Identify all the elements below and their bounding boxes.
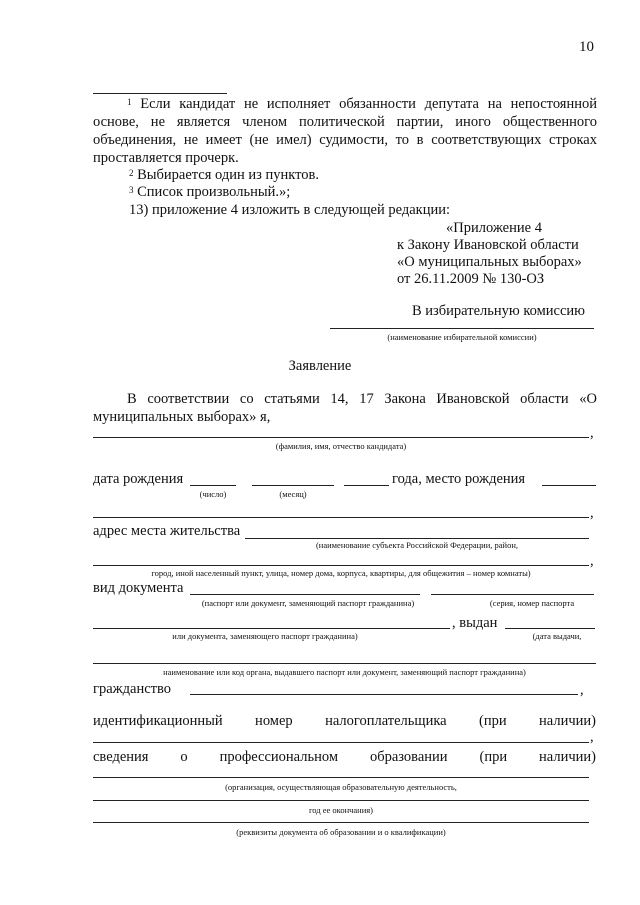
education-docs-line[interactable]	[93, 822, 589, 823]
footnote-2	[129, 166, 319, 184]
document-issue-date-line[interactable]	[505, 628, 595, 629]
education-docs-caption: (реквизиты документа об образовании и о квалификации)	[236, 827, 446, 837]
intro-line-1	[93, 390, 597, 408]
addressee: В избирательную комиссию	[412, 303, 586, 319]
address-line-1[interactable]	[245, 538, 589, 539]
appendix-line-2: к Закону Ивановской области	[397, 237, 579, 253]
inn-label: идентификационный номер налогоплательщика (при наличии)	[93, 713, 596, 729]
intro-line-2: муниципальных выборах» я,	[93, 409, 271, 425]
footnote-1-text-1: Если кандидат не исполняет обязанности депутата на непостоянной	[140, 96, 597, 112]
footnote-2-text: Выбирается один из пунктов.	[137, 167, 319, 183]
document-issue-date-caption: (дата выдачи,	[532, 631, 582, 641]
education-org-caption: (организация, осуществляющая образовательную деятельность,	[225, 782, 457, 792]
education-org-line[interactable]	[93, 777, 589, 778]
birth-day-line[interactable]	[190, 485, 236, 486]
document-series-caption-2: или документа, заменяющего паспорт гражданина)	[172, 631, 358, 641]
footnote-3	[129, 183, 290, 201]
citizenship-line[interactable]	[190, 694, 578, 695]
document-type-line[interactable]	[190, 594, 420, 595]
form-title: Заявление	[288, 358, 352, 374]
footnote-2-mark: 2	[129, 168, 134, 178]
birth-place-label: года, место рождения	[392, 471, 526, 487]
document-series-line[interactable]	[431, 594, 594, 595]
document-type-caption: (паспорт или документ, заменяющий паспорт гражданина)	[201, 598, 415, 608]
birth-day-caption: (число)	[199, 489, 227, 499]
education-year-line[interactable]	[93, 800, 589, 801]
document-label: вид документа	[93, 580, 184, 596]
appendix-line-1: «Приложение 4	[446, 220, 542, 236]
intro-line-1-text: В соответствии со статьями 14, 17 Закона Ивановской области «О	[127, 391, 597, 407]
footnote-3-mark: 3	[129, 185, 134, 195]
address-label: адрес места жительства	[93, 523, 241, 539]
commission-caption: (наименование избирательной комиссии)	[387, 332, 537, 342]
education-label: сведения о профессиональном образовании (при наличии)	[93, 749, 596, 765]
document-issued-label: , выдан	[452, 615, 498, 631]
inn-comma: ,	[590, 729, 594, 745]
document-issuer-caption: наименование или код органа, выдавшего паспорт или документ, заменяющий паспорт гражданина)	[163, 667, 526, 677]
fio-line[interactable]	[93, 437, 589, 438]
birth-place-line-2[interactable]	[93, 517, 589, 518]
commission-line[interactable]	[330, 328, 594, 329]
page-number: 10	[579, 39, 594, 55]
appendix-line-4: от 26.11.2009 № 130-ОЗ	[397, 271, 545, 287]
document-issuer-line[interactable]	[93, 663, 596, 664]
birth-label: дата рождения	[93, 471, 184, 487]
footnote-1-line-2: основе, не является членом политической партии, иного общественного	[93, 114, 597, 130]
footnote-1-mark: 1	[127, 97, 132, 107]
document-series-line-2[interactable]	[93, 628, 450, 629]
address-line-2[interactable]	[93, 565, 589, 566]
document-series-caption: (серия, номер паспорта	[489, 598, 575, 608]
fio-comma: ,	[590, 425, 594, 441]
education-year-caption: год ее окончания)	[308, 805, 374, 815]
citizenship-label: гражданство	[93, 681, 171, 697]
fio-caption: (фамилия, имя, отчество кандидата)	[275, 441, 407, 451]
address-caption-2: город, иной населенный пункт, улица, номер дома, корпуса, квартиры, для общежития – номер комнаты)	[151, 568, 531, 578]
birth-month-caption: (месяц)	[279, 489, 307, 499]
footnote-3-text: Список произвольный.»;	[137, 184, 291, 200]
birth-month-line[interactable]	[252, 485, 334, 486]
birth-place-comma: ,	[590, 505, 594, 521]
footnote-1-line-4: проставляется прочерк.	[93, 150, 239, 166]
birth-place-line[interactable]	[542, 485, 596, 486]
birth-year-line[interactable]	[344, 485, 389, 486]
address-comma: ,	[590, 553, 594, 569]
footnote-separator	[93, 93, 227, 94]
citizenship-comma: ,	[580, 682, 584, 698]
address-caption-1: (наименование субъекта Российской Федерации, район,	[315, 540, 519, 550]
inn-line[interactable]	[93, 742, 589, 743]
appendix-line-3: «О муниципальных выборах»	[397, 254, 582, 270]
footnote-1-line-1	[93, 95, 597, 113]
item-13: 13) приложение 4 изложить в следующей редакции:	[129, 202, 451, 218]
footnote-1-line-3: объединения, не имеет (не имел) судимости, то в соответствующих строках	[93, 132, 597, 148]
